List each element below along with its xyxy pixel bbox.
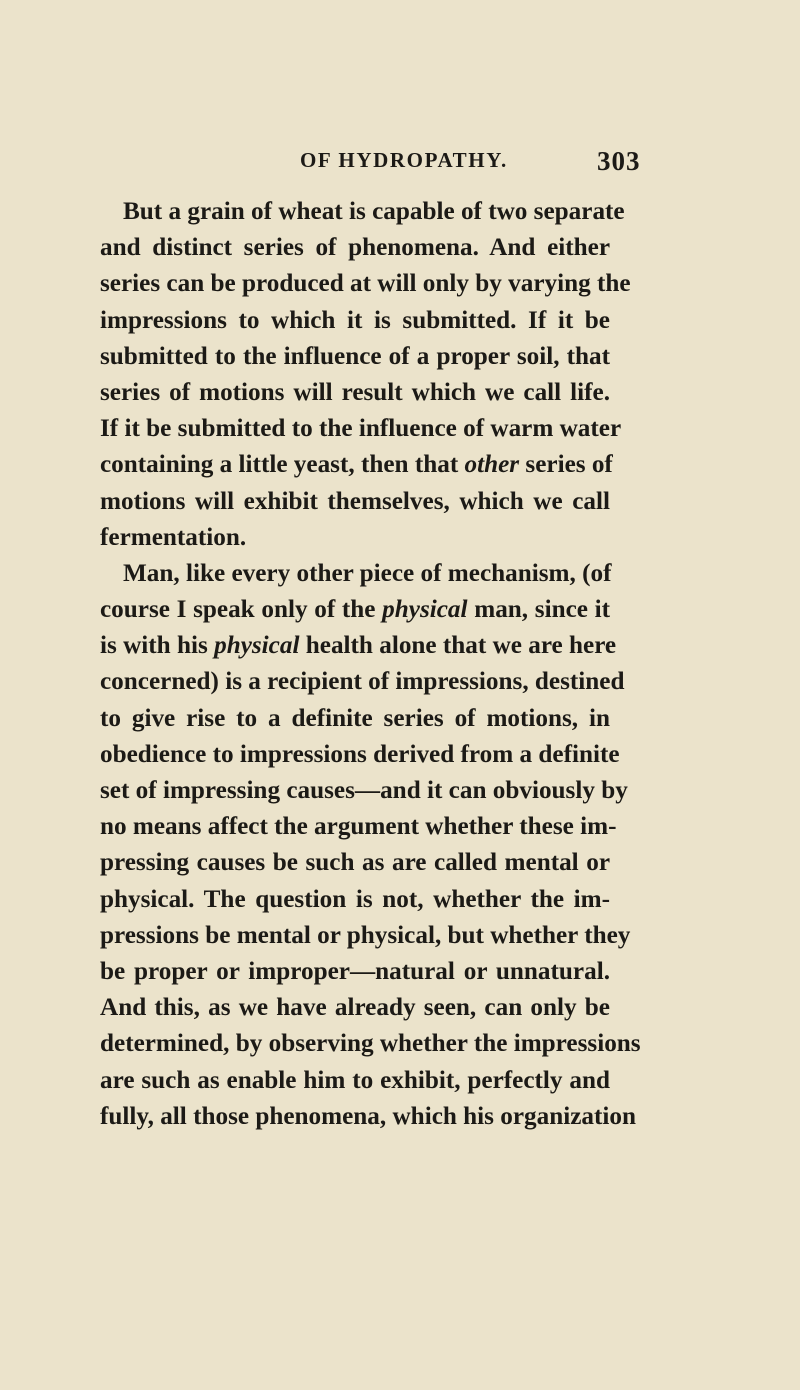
text-line: obedience to impressions derived from a definite <box>100 740 620 768</box>
text-line: submitted to the influence of a proper soil, that <box>100 342 610 370</box>
text-line: pressing causes be such as are called mental or <box>100 849 610 877</box>
text-line: to give rise to a definite series of motions, in <box>100 704 610 732</box>
text-line: determined, by observing whether the impressions <box>100 1030 641 1058</box>
text-line: be proper or improper—natural or unnatural. <box>100 957 610 985</box>
text-line: impressions to which it is submitted. If it be <box>100 306 610 334</box>
italic-emphasis: physical <box>382 596 468 624</box>
italic-emphasis: other <box>464 451 520 479</box>
text-line: If it be submitted to the influence of warm water <box>100 415 622 443</box>
text-line: Man, like every other piece of mechanism, (of <box>123 559 612 587</box>
body-text <box>100 194 641 1135</box>
text-line: concerned) is a recipient of impressions, destined <box>100 668 625 696</box>
text-line <box>100 592 610 628</box>
running-head <box>0 146 800 176</box>
text-line: series of motions will result which we call life. <box>100 378 610 406</box>
text-line: motions will exhibit themselves, which we call <box>100 487 610 515</box>
text-line: set of impressing causes—and it can obviously by <box>100 777 628 804</box>
text-line: pressions be mental or physical, but whether they <box>100 921 631 949</box>
text-line: series can be produced at will only by varying the <box>100 270 631 298</box>
text-line: fully, all those phenomena, which his organization <box>100 1102 637 1130</box>
text-line <box>100 447 613 483</box>
text-line: are such as enable him to exhibit, perfectly and <box>100 1066 610 1094</box>
text-line: and distinct series of phenomena. And either <box>100 234 610 262</box>
text-line: fermentation. <box>100 523 247 551</box>
text-line: But a grain of wheat is capable of two separate <box>123 198 625 225</box>
text-line: no means affect the argument whether these im- <box>100 813 617 841</box>
text-line <box>100 628 617 664</box>
text-segment: containing a little yeast, then that <box>100 451 465 479</box>
text-segment: man, since it <box>467 596 611 624</box>
running-title: OF HYDROPATHY. <box>300 148 508 172</box>
text-segment: health alone that we are here <box>299 632 617 660</box>
text-segment: is with his <box>100 632 215 660</box>
text-segment: course I speak only of the <box>100 596 383 624</box>
text-segment: series of <box>519 451 613 479</box>
text-line: physical. The question is not, whether the im- <box>100 885 610 913</box>
page-number: 303 <box>597 146 641 176</box>
text-line: And this, as we have already seen, can only be <box>100 994 610 1022</box>
italic-emphasis: physical <box>214 632 300 660</box>
